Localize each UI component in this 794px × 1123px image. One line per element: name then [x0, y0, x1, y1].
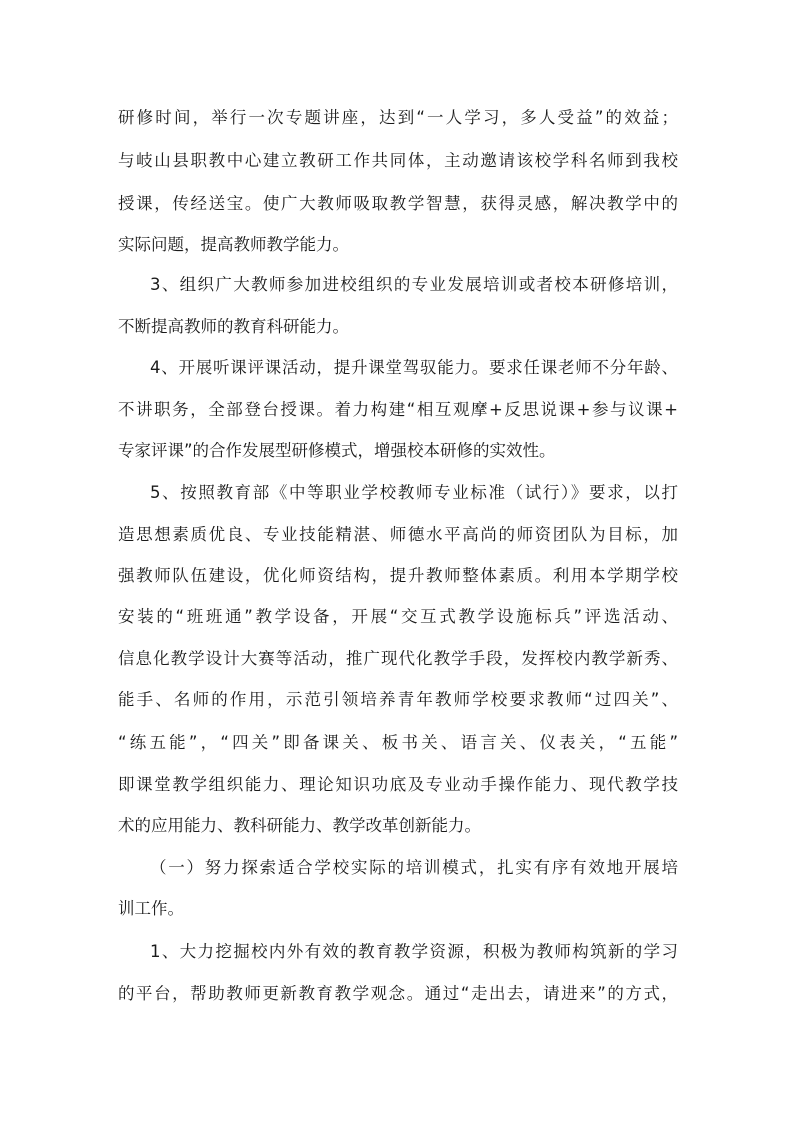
text-line: 实际问题，提高教师教学能力。 [118, 235, 349, 254]
text-line: 不断提高教师的教育科研能力。 [118, 317, 349, 336]
text-line: 的平台，帮助教师更新教育教学观念。通过“走出去，请进来”的方式， [118, 984, 678, 1003]
text-line: 研修时间，举行一次专题讲座，达到“一人学习，多人受益”的效益； [118, 108, 678, 127]
text-line: 造思想素质优良、专业技能精湛、师德水平高尚的师资团队为目标，加 [118, 525, 678, 544]
text-line: 训工作。 [118, 899, 184, 918]
text-line: 能手、名师的作用，示范引领培养青年教师学校要求教师“过四关”、 [118, 690, 678, 709]
text-line: 安装的“班班通”教学设备，开展“交互式教学设施标兵”评选活动、 [118, 607, 678, 626]
text-line: 3、组织广大教师参加进校组织的专业发展培训或者校本研修培训， [150, 275, 678, 294]
text-line: 5、按照教育部《中等职业学校教师专业标准（试行）》要求，以打 [150, 483, 678, 502]
text-line: 强教师队伍建设，优化师资结构，提升教师整体素质。利用本学期学校 [118, 566, 678, 585]
text-line: 即课堂教学组织能力、理论知识功底及专业动手操作能力、现代教学技 [118, 775, 678, 794]
text-line: 专家评课”的合作发展型研修模式，增强校本研修的实效性。 [118, 441, 556, 460]
text-line: 授课，传经送宝。使广大教师吸取教学智慧，获得灵感，解决教学中的 [118, 194, 678, 213]
text-line: 术的应用能力、教科研能力、教学改革创新能力。 [118, 816, 481, 835]
text-line: “练五能”，“四关”即备课关、板书关、语言关、仪表关，“五能” [118, 733, 678, 752]
text-line: 与岐山县职教中心建立教研工作共同体，主动邀请该校学科名师到我校 [118, 151, 678, 170]
text-line: 不讲职务，全部登台授课。着力构建“相互观摩+反思说课+参与议课+ [118, 400, 678, 419]
text-line: 4、开展听课评课活动，提升课堂驾驭能力。要求任课老师不分年龄、 [150, 358, 678, 377]
text-line: （一）努力探索适合学校实际的培训模式，扎实有序有效地开展培 [150, 858, 678, 877]
text-line: 1、大力挖掘校内外有效的教育教学资源，积极为教师构筑新的学习 [150, 942, 678, 961]
text-line: 信息化教学设计大赛等活动，推广现代化教学手段，发挥校内教学新秀、 [118, 649, 678, 668]
